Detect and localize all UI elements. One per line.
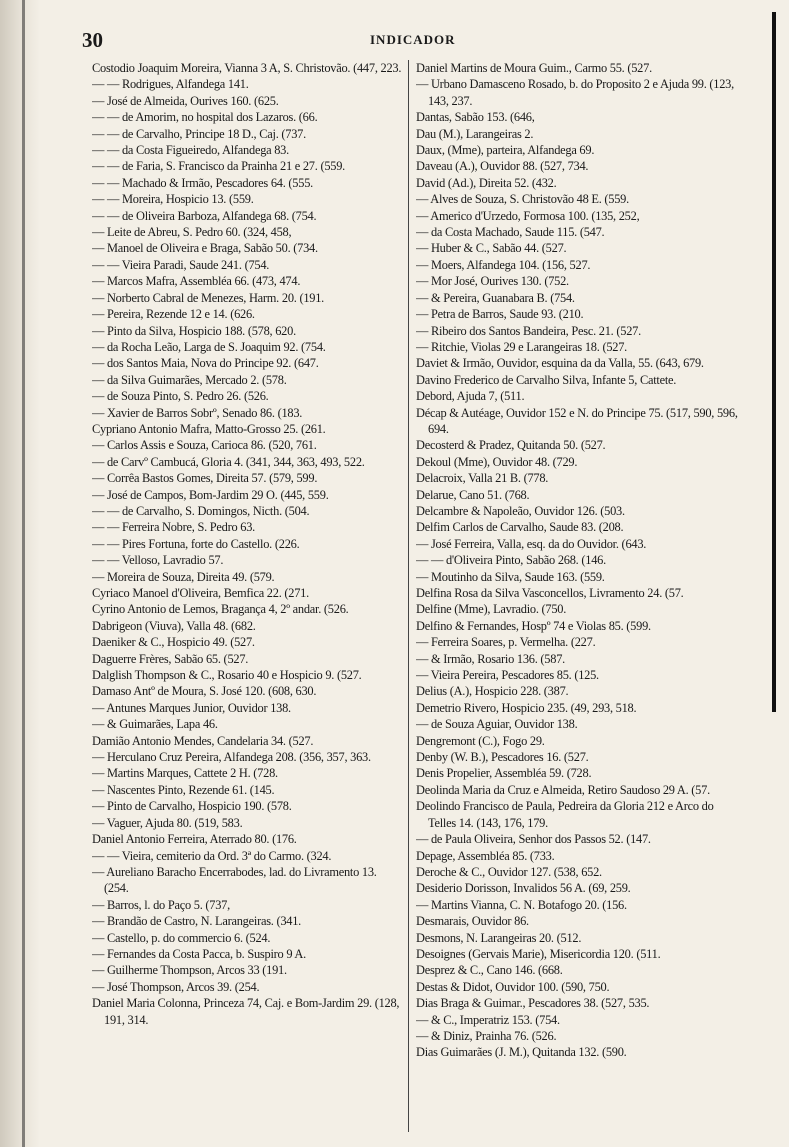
directory-entry: — Manoel de Oliveira e Braga, Sabão 50. (734. [92, 241, 318, 256]
directory-entry: Desmons, N. Larangeiras 20. (512. [416, 930, 582, 945]
directory-entry: Dengremont (C.), Fogo 29. [416, 733, 545, 748]
directory-entry: Costodio Joaquim Moreira, Vianna 3 A, S. Christovão. (447, 223. [92, 61, 402, 75]
directory-entry: — & Pereira, Guanabara B. (754. [416, 290, 575, 305]
directory-entry: Debord, Ajuda 7, (511. [416, 389, 525, 404]
directory-entry: — Mor José, Ourives 130. (752. [416, 274, 569, 289]
page-header [82, 28, 742, 54]
page-binding-shadow [0, 0, 40, 1147]
directory-entry: Dias Braga & Guimar., Pescadores 38. (527, 535. [416, 996, 650, 1011]
directory-entry: Deolinda Maria da Cruz e Almeida, Retiro Saudoso 29 A. (57. [416, 782, 710, 797]
directory-entry: — — Velloso, Lavradio 57. [92, 553, 224, 568]
directory-entry: Deroche & C., Ouvidor 127. (538, 652. [416, 864, 602, 879]
directory-entry: — Petra de Barros, Saude 93. (210. [416, 307, 584, 322]
directory-entry: — Pereira, Rezende 12 e 14. (626. [92, 307, 255, 322]
directory-entry: Desoignes (Gervais Marie), Misericordia 120. (511. [416, 946, 661, 961]
directory-entry: — Nascentes Pinto, Rezende 61. (145. [92, 782, 275, 797]
directory-entry: — Pinto da Silva, Hospicio 188. (578, 620. [92, 323, 296, 338]
directory-entry: Deolindo Francisco de Paula, Pedreira da Gloria 212 e Arco do Telles 14. (143, 176, 179. [416, 799, 714, 830]
directory-entry: — José de Campos, Bom-Jardim 29 O. (445, 559. [92, 487, 329, 502]
directory-entry: — Moreira de Souza, Direita 49. (579. [92, 569, 275, 584]
directory-entry: — Aureliano Baracho Encerrabodes, lad. do Livramento 13. (254. [92, 864, 377, 896]
directory-entry: — da Costa Machado, Saude 115. (547. [416, 225, 605, 240]
directory-entry: — — de Amorim, no hospital dos Lazaros. (66. [92, 110, 318, 125]
right-column [416, 60, 738, 1140]
directory-entry: Daniel Maria Colonna, Princeza 74, Caj. e Bom-Jardim 29. (128, 191, 314. [92, 996, 400, 1027]
directory-entry: Desmarais, Ouvidor 86. [416, 914, 529, 929]
directory-entry: — — Pires Fortuna, forte do Castello. (226. [92, 536, 300, 551]
directory-entry: — Moers, Alfandega 104. (156, 527. [416, 257, 591, 272]
directory-entry: Delacroix, Valla 21 B. (778. [416, 471, 549, 486]
directory-entry: Delfim Carlos de Carvalho, Saude 83. (208. [416, 520, 624, 535]
directory-entry: Denis Propelier, Assembléa 59. (728. [416, 766, 592, 781]
directory-entry: — Leite de Abreu, S. Pedro 60. (324, 458, [92, 225, 292, 240]
directory-entry: Daux, (Mme), parteira, Alfandega 69. [416, 143, 595, 158]
directory-entry: — Americo d'Urzedo, Formosa 100. (135, 252, [416, 208, 640, 223]
directory-entry: Delfine (Mme), Lavradio. (750. [416, 602, 567, 617]
directory-entry: — Carlos Assis e Souza, Carioca 86. (520, 761. [92, 438, 317, 453]
directory-entry: — de Souza Pinto, S. Pedro 26. (526. [92, 389, 269, 404]
directory-entry: Dabrigeon (Viuva), Valla 48. (682. [92, 618, 256, 633]
directory-entry: — Alves de Souza, S. Christovão 48 E. (559. [416, 192, 629, 207]
directory-entry: Delius (A.), Hospicio 228. (387. [416, 684, 569, 699]
directory-entry: — José Ferreira, Valla, esq. da do Ouvidor. (643. [416, 536, 647, 551]
directory-entry: Davino Frederico de Carvalho Silva, Infante 5, Cattete. [416, 372, 677, 387]
binding-edge [22, 0, 25, 1147]
directory-entry: — da Silva Guimarães, Mercado 2. (578. [92, 372, 287, 387]
directory-entry: Denby (W. B.), Pescadores 16. (527. [416, 750, 589, 765]
directory-entry: — Martins Vianna, C. N. Botafogo 20. (156. [416, 897, 627, 912]
directory-entry: — Urbano Damasceno Rosado, b. do Proposito 2 e Ajuda 99. (123, 143, 237. [416, 77, 734, 108]
directory-entry: — de Carvº Cambucá, Gloria 4. (341, 344, 363, 493, 522. [92, 454, 365, 469]
directory-entry: Daveau (A.), Ouvidor 88. (527, 734. [416, 159, 589, 174]
directory-entry: Damaso Antº de Moura, S. José 120. (608, 630. [92, 684, 317, 699]
directory-entry: — de Paula Oliveira, Senhor dos Passos 52. (147. [416, 832, 651, 847]
directory-entry: Dekoul (Mme), Ouvidor 48. (729. [416, 454, 578, 469]
directory-entry: Cyriaco Manoel d'Oliveira, Bemfica 22. (271. [92, 586, 309, 600]
running-title: INDICADOR [370, 32, 456, 47]
directory-entry: — — de Carvalho, Principe 18 D., Caj. (737. [92, 126, 306, 141]
directory-entry: — & C., Imperatriz 153. (754. [416, 1012, 560, 1027]
directory-entry: Daniel Antonio Ferreira, Aterrado 80. (176. [92, 832, 297, 847]
directory-entry: — Pinto de Carvalho, Hospicio 190. (578. [92, 799, 292, 814]
directory-entry: Depage, Assembléa 85. (733. [416, 848, 555, 863]
directory-entry: Delfino & Fernandes, Hospº 74 e Violas 85. (599. [416, 618, 651, 633]
directory-entry: — José de Almeida, Ourives 160. (625. [92, 93, 279, 108]
directory-entry: — de Souza Aguiar, Ouvidor 138. [416, 717, 578, 732]
directory-entry: — Xavier de Barros Sobrº, Senado 86. (183. [92, 405, 303, 420]
directory-entry: — — de Carvalho, S. Domingos, Nicth. (504. [92, 503, 310, 518]
directory-entry: Décap & Autéage, Ouvidor 152 e N. do Principe 75. (517, 590, 596, 694. [416, 405, 738, 436]
directory-entry: Cyrino Antonio de Lemos, Bragança 4, 2º andar. (526. [92, 602, 349, 617]
directory-entry: — — Moreira, Hospicio 13. (559. [92, 192, 254, 207]
directory-entry: Dias Guimarães (J. M.), Quitanda 132. (590. [416, 1045, 627, 1060]
directory-entry: — Brandão de Castro, N. Larangeiras. (341. [92, 914, 302, 929]
directory-entry: — & Guimarães, Lapa 46. [92, 717, 218, 732]
directory-entry: Damião Antonio Mendes, Candelaria 34. (527. [92, 733, 314, 748]
directory-entry: — Herculano Cruz Pereira, Alfandega 208. (356, 357, 363. [92, 750, 371, 765]
directory-entry: — Martins Marques, Cattete 2 H. (728. [92, 766, 278, 781]
directory-entry: Cypriano Antonio Mafra, Matto-Grosso 25. (261. [92, 421, 326, 436]
directory-entry: — — da Costa Figueiredo, Alfandega 83. [92, 143, 289, 158]
directory-entry: — Ferreira Soares, p. Vermelha. (227. [416, 635, 596, 650]
directory-entry: — — Machado & Irmão, Pescadores 64. (555. [92, 175, 313, 190]
directory-entry: Daniel Martins de Moura Guim., Carmo 55. (527. [416, 61, 652, 75]
right-margin-bar [772, 12, 776, 712]
directory-entry: Dalglish Thompson & C., Rosario 40 e Hospicio 9. (527. [92, 668, 362, 683]
directory-entry: — & Irmão, Rosario 136. (587. [416, 651, 565, 666]
directory-entry: Daviet & Irmão, Ouvidor, esquina da da Valla, 55. (643, 679. [416, 356, 704, 371]
page-number: 30 [82, 28, 103, 52]
directory-entry: — Norberto Cabral de Menezes, Harm. 20. (191. [92, 290, 325, 305]
directory-entry: — — Vieira Paradi, Saude 241. (754. [92, 257, 270, 272]
directory-entry: Dau (M.), Larangeiras 2. [416, 126, 534, 141]
directory-entry: — Ritchie, Violas 29 e Larangeiras 18. (527. [416, 339, 628, 354]
directory-entry: — Vaguer, Ajuda 80. (519, 583. [92, 815, 243, 830]
directory-entry: — — Vieira, cemiterio da Ord. 3ª do Carmo. (324. [92, 848, 332, 863]
directory-entry: — Huber & C., Sabão 44. (527. [416, 241, 567, 256]
directory-entry: Delcambre & Napoleão, Ouvidor 126. (503. [416, 503, 625, 518]
directory-entry: Decosterd & Pradez, Quitanda 50. (527. [416, 438, 606, 453]
directory-entry: — Marcos Mafra, Assembléa 66. (473, 474. [92, 274, 301, 289]
directory-entry: — Guilherme Thompson, Arcos 33 (191. [92, 963, 287, 978]
directory-entry: Desiderio Dorisson, Invalidos 56 A. (69, 259. [416, 881, 631, 896]
directory-entry: — Castello, p. do commercio 6. (524. [92, 930, 271, 945]
left-column [92, 60, 402, 1140]
directory-entry: — Antunes Marques Junior, Ouvidor 138. [92, 700, 291, 715]
directory-entry: — Barros, l. do Paço 5. (737, [92, 897, 230, 912]
directory-entry: — Ribeiro dos Santos Bandeira, Pesc. 21. (527. [416, 323, 641, 338]
directory-entry: — Corrêa Bastos Gomes, Direita 57. (579, 599. [92, 471, 318, 486]
directory-entry: Destas & Didot, Ouvidor 100. (590, 750. [416, 979, 610, 994]
directory-entry: Demetrio Rivero, Hospicio 235. (49, 293, 518. [416, 700, 637, 715]
directory-entry: Delfina Rosa da Silva Vasconcellos, Livramento 24. (57. [416, 586, 684, 600]
directory-entry: — Fernandes da Costa Pacca, b. Suspiro 9 A. [92, 946, 306, 961]
directory-entry: — José Thompson, Arcos 39. (254. [92, 979, 260, 994]
column-divider [408, 60, 409, 1132]
directory-entry: — — Ferreira Nobre, S. Pedro 63. [92, 520, 256, 535]
directory-entry: — da Rocha Leão, Larga de S. Joaquim 92. (754. [92, 339, 326, 354]
directory-entry: — & Diniz, Prainha 76. (526. [416, 1028, 557, 1043]
directory-entry: David (Ad.), Direita 52. (432. [416, 175, 557, 190]
directory-entry: — — Rodrigues, Alfandega 141. [92, 77, 249, 92]
directory-entry: — — de Faria, S. Francisco da Prainha 21 e 27. (559. [92, 159, 345, 174]
directory-entry: — dos Santos Maia, Nova do Principe 92. (647. [92, 356, 319, 371]
directory-entry: — — d'Oliveira Pinto, Sabão 268. (146. [416, 553, 606, 568]
directory-entry: Daeniker & C., Hospicio 49. (527. [92, 635, 255, 650]
directory-entry: — Moutinho da Silva, Saude 163. (559. [416, 569, 605, 584]
directory-entry: Daguerre Frères, Sabão 65. (527. [92, 651, 249, 666]
directory-entry: Dantas, Sabão 153. (646, [416, 110, 535, 125]
directory-entry: — — de Oliveira Barboza, Alfandega 68. (754. [92, 208, 317, 223]
directory-entry: Delarue, Cano 51. (768. [416, 487, 530, 502]
directory-entry: Desprez & C., Cano 146. (668. [416, 963, 563, 978]
directory-entry: — Vieira Pereira, Pescadores 85. (125. [416, 668, 599, 683]
